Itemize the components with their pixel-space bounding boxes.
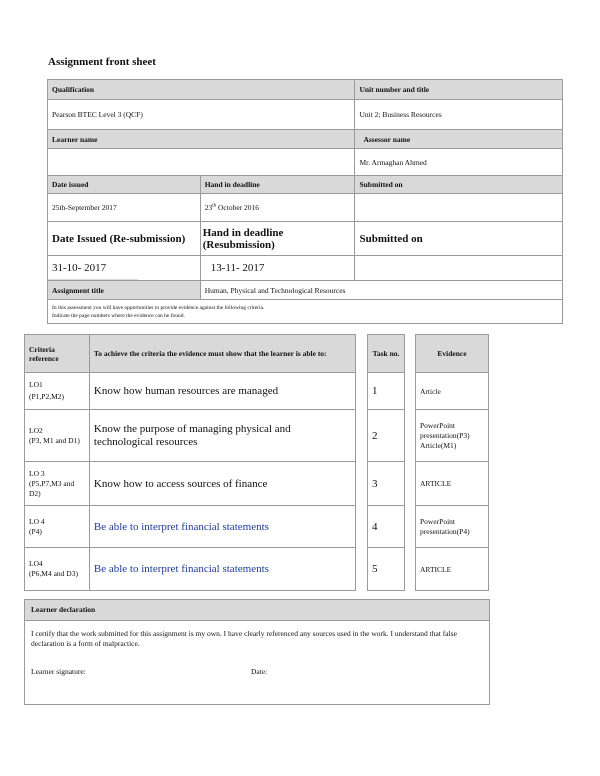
evidence-entry: PowerPoint presentation(P3) Article(M1) xyxy=(416,410,489,462)
qualification-label: Qualification xyxy=(48,80,355,100)
learner-declaration-header: Learner declaration xyxy=(25,600,489,621)
task-number: 5 xyxy=(368,548,405,591)
unit-value: Unit 2; Business Resources xyxy=(355,100,563,130)
resubmission-deadline-label: Hand in deadline (Resubmission) xyxy=(200,222,355,256)
criteria-reference: LO1 (P1,P2,M2) xyxy=(25,373,90,410)
task-number: 1 xyxy=(368,373,405,410)
task-number: 2 xyxy=(368,410,405,462)
qualification-value: Pearson BTEC Level 3 (QCF) xyxy=(48,100,355,130)
resubmission-submitted-field[interactable] xyxy=(355,256,563,281)
resubmission-issued-value: 31-10- 2017 xyxy=(48,256,201,281)
deadline-value: 23th October 2016 xyxy=(200,194,355,222)
resubmission-submitted-label: Submitted on xyxy=(355,222,563,256)
criteria-reference: LO2 (P3, M1 and D1) xyxy=(25,410,90,462)
learner-name-label: Learner name xyxy=(48,130,355,149)
criteria-text: Know how human resources are managed xyxy=(89,373,355,410)
criteria-instructions: In this assessment you will have opportunities to provide evidence against the following criteria. Indicate the page numbers where the evidence can be found. xyxy=(48,300,563,324)
criteria-text: Be able to interpret financial statements xyxy=(89,548,355,591)
assignment-title-label: Assignment title xyxy=(48,281,201,300)
learner-name-field[interactable] xyxy=(48,149,355,176)
submitted-on-label: Submitted on xyxy=(355,176,563,194)
unit-label: Unit number and title xyxy=(355,80,563,100)
evidence-entry: Article xyxy=(416,373,489,410)
task-number: 4 xyxy=(368,506,405,548)
criteria-reference: LO 3 (P5,P7,M3 and D2) xyxy=(25,462,90,506)
resubmission-deadline-value: 13-11- 2017 xyxy=(200,256,355,281)
task-number-table xyxy=(367,334,405,591)
declaration-text: I certify that the work submitted for this assignment is my own. I have clearly referenced any sources used in the work. I understand that false declaration is a form of malpractice. xyxy=(31,629,457,648)
criteria-row xyxy=(25,506,356,548)
learner-signature-label: Learner signature: xyxy=(31,667,86,676)
resubmission-issued-label: Date Issued (Re-submission) xyxy=(48,222,201,256)
evidence-header: Evidence xyxy=(416,335,489,373)
criteria-reference: LO4 (P6,M4 and D3) xyxy=(25,548,90,591)
evidence-table xyxy=(415,334,489,591)
submitted-on-field[interactable] xyxy=(355,194,563,222)
criteria-row xyxy=(25,373,356,410)
evidence-entry: PowerPoint presentation(P4) xyxy=(416,506,489,548)
criteria-text: Know the purpose of managing physical and technological resources xyxy=(89,410,355,462)
criteria-reference: LO 4 (P4) xyxy=(25,506,90,548)
criteria-text: Be able to interpret financial statements xyxy=(89,506,355,548)
declaration-date-label: Date: xyxy=(251,667,268,676)
criteria-description-header: To achieve the criteria the evidence must show that the learner is able to: xyxy=(89,335,355,373)
page-title: Assignment front sheet xyxy=(48,56,156,68)
evidence-entry: ARTICLE xyxy=(416,548,489,591)
criteria-row xyxy=(25,548,356,591)
criteria-row xyxy=(25,410,356,462)
task-number-header: Task no. xyxy=(368,335,405,373)
criteria-row xyxy=(25,462,356,506)
learner-declaration-section xyxy=(24,599,490,705)
criteria-reference-header: Criteria reference xyxy=(25,335,90,373)
criteria-table xyxy=(24,334,356,591)
criteria-text: Know how to access sources of finance xyxy=(89,462,355,506)
evidence-entry: ARTICLE xyxy=(416,462,489,506)
assessor-name-value: Mr. Armaghan Ahmed xyxy=(355,149,563,176)
date-issued-label: Date issued xyxy=(48,176,201,194)
assignment-title-value: Human, Physical and Technological Resources xyxy=(200,281,562,300)
assessor-name-label: Assessor name xyxy=(355,130,563,149)
deadline-label: Hand in deadline xyxy=(200,176,355,194)
date-issued-value: 25th-September 2017 xyxy=(48,194,201,222)
task-number: 3 xyxy=(368,462,405,506)
assignment-details-table xyxy=(47,79,563,324)
